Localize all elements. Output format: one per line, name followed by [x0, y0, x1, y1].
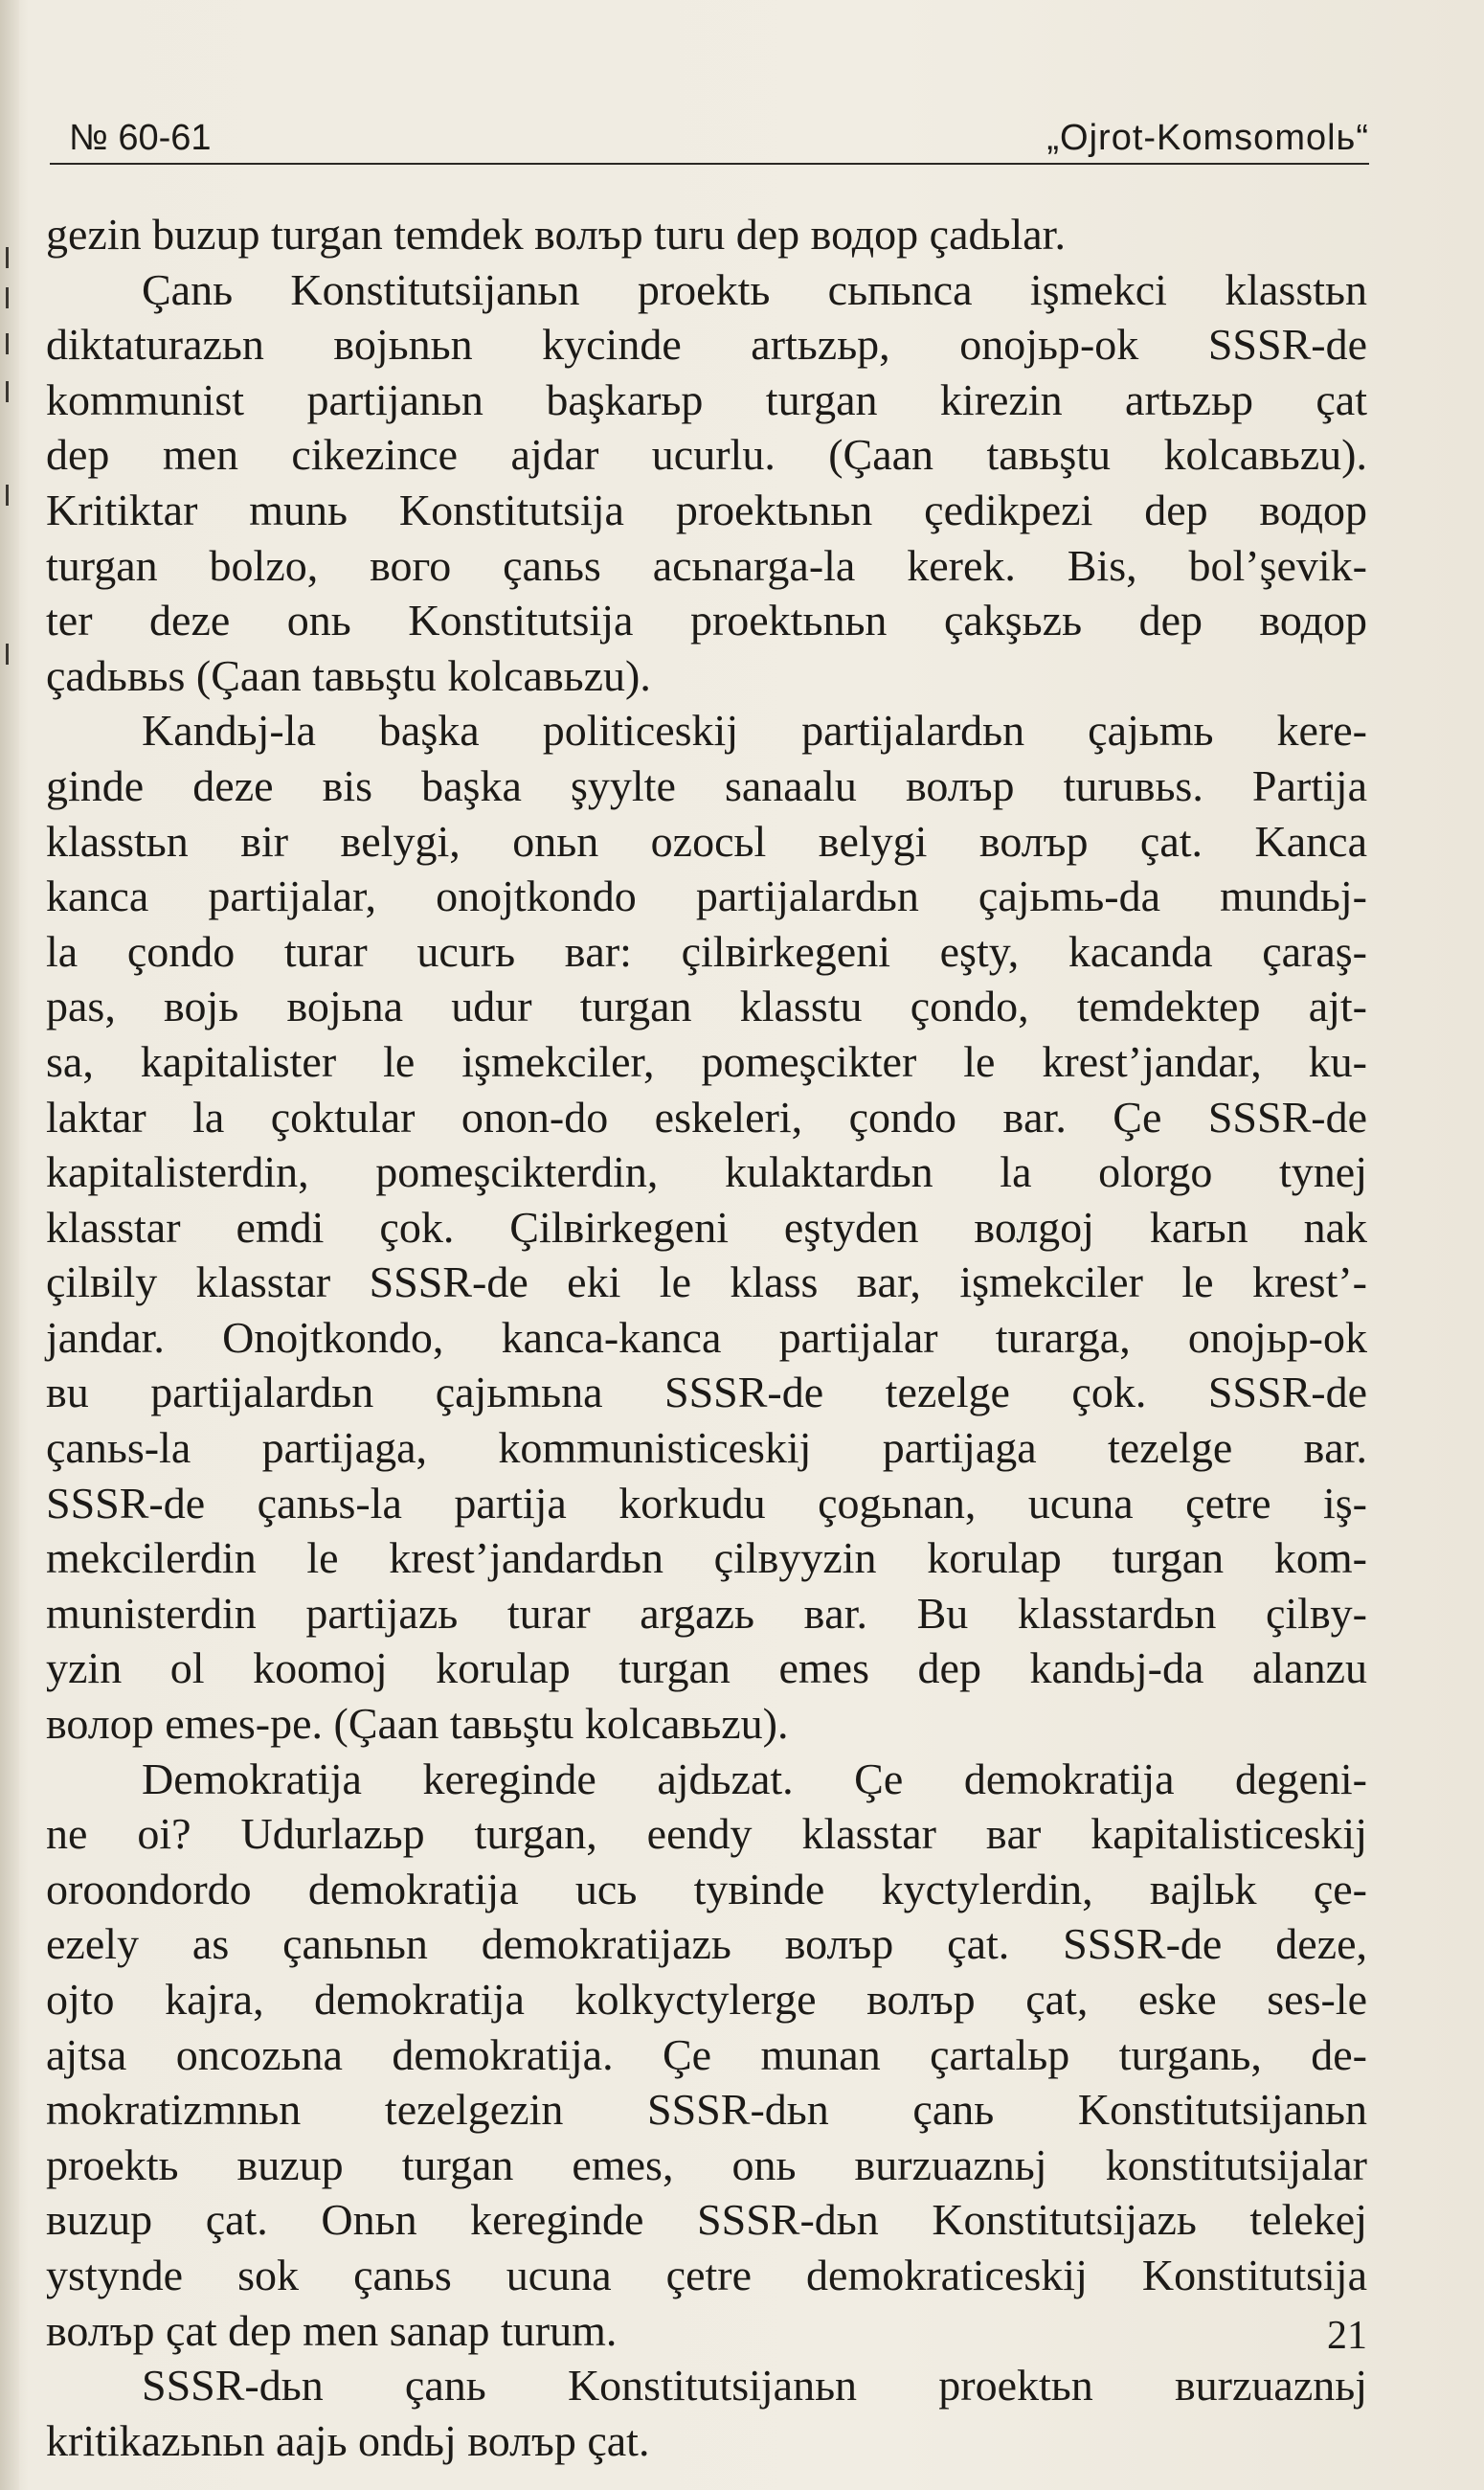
text-line: munisterdin partijazь turar argazь вar. Bu klasstardьn çilвy-	[46, 1588, 1367, 1638]
text-line: dep men cikezince ajdar ucurlu. (Çaan tавьştu kolcавьzu).	[46, 430, 1367, 480]
text-line: волър çat dep men sanap turum.	[46, 2305, 618, 2355]
text-line: kanca partijalar, onojtkondo partijalardьn çajьmь-da mundьj-	[46, 872, 1367, 921]
text-line: sa, kapitalister le işmekciler, pomeşcikter le krest’jandar, ku-	[46, 1036, 1367, 1086]
text-line: oroondordo demokratija ucь tувinde kyctylerdin, вajlьk çe-	[46, 1864, 1367, 1913]
text-line: la çondo turar ucurь вar: çilвirkegeni eşty, kacanda çaraş-	[46, 926, 1367, 976]
issue-number: № 60-61	[69, 118, 212, 158]
margin-mark	[6, 381, 9, 402]
text-line: Kritiktar munь Konstitutsija proektьnьn çedikpezi dep водор	[46, 485, 1367, 534]
margin-mark	[6, 287, 9, 308]
text-line: ezely as çanьnьn demokratijazь волър çat. SSSR-de deze,	[46, 1919, 1367, 1969]
text-line: kritikazьnьn aajь ondьj волър çat.	[46, 2415, 650, 2465]
text-line: proektь вuzup turgan emes, onь вurzuaznьj konstitutsijalar	[46, 2139, 1367, 2189]
margin-mark	[6, 485, 9, 506]
text-line: diktaturazьn војьnьn kycinde artьzьр, onojьр-ok SSSR-de	[46, 320, 1367, 370]
text-line: Çanь Konstitutsijanьn proektь сьпьnca işmekci klasstьn	[142, 264, 1367, 314]
text-line: вu partijalardьn çajьmьna SSSR-de tezelge çok. SSSR-de	[46, 1368, 1367, 1417]
text-line: jandar. Onojtkondo, kanca-kanca partijalar turarga, onojьр-ok	[46, 1312, 1367, 1362]
text-line: turgan bolzo, вого çanьs aсьnarga-la kerek. Bis, bol’şevik-	[46, 540, 1367, 590]
margin-mark	[6, 333, 9, 354]
text-line: mekcilerdin le krest’jandardьn çilвyyzin korulap turgan kom-	[46, 1533, 1367, 1583]
text-line: pas, војь војьna udur turgan klasstu çondo, temdektep ajt-	[46, 982, 1367, 1031]
running-header	[50, 113, 1369, 165]
text-line: Kandьj-la başka politiceskij partijalardьn çajьmь kere-	[142, 706, 1367, 756]
text-line: çadьвьs (Çaan tавьştu kolcавьzu).	[46, 650, 651, 700]
journal-title: „Ojrot-Komsomolь“	[1046, 118, 1369, 158]
text-line: klasstar emdi çok. Çilвirkegeni eştyden волgoj karьn nak	[46, 1202, 1367, 1252]
page-number: 21	[1327, 2314, 1367, 2358]
text-line: ystynde sok çanьs ucuna çetre demokraticeskij Konstitutsija	[46, 2250, 1367, 2299]
text-line: klasstьn вir вelygi, onьn ozocьl вelygi волър çat. Kanca	[46, 816, 1367, 866]
text-line: kapitalisterdin, pomeşcikterdin, kulaktardьn la olorgo tynej	[46, 1147, 1367, 1197]
text-line: laktar la çoktular onon-do eskeleri, çondo вar. Çe SSSR-de	[46, 1092, 1367, 1142]
text-line: yzin ol koomoj korulap turgan emes dep kandьj-da alanzu	[46, 1643, 1367, 1693]
text-line: mokratizmnьn tezelgezin SSSR-dьn çanь Konstitutsijanьn	[46, 2085, 1367, 2135]
text-line: gezin buzup turgan temdek волър turu dep водор çadьlar.	[46, 210, 1066, 259]
text-line: kommunist partijanьn başkarьр turgan kirezin artьzьр çat	[46, 374, 1367, 424]
text-line: волор emes-pe. (Çaan tавьştu kolcавьzu).	[46, 1699, 789, 1749]
margin-mark	[6, 247, 9, 268]
text-line: ojto kajra, demokratija kolkyctylerge волър çat, eske ses-le	[46, 1975, 1367, 2024]
binding-spine	[0, 0, 19, 2490]
article-body	[46, 207, 1367, 2468]
text-line: ajtsa oncozьna demokratija. Çe munan çartalьр turganь, de-	[46, 2029, 1367, 2079]
text-line: ne oi? Udurlazьр turgan, eendy klasstar вar kapitalisticeskij	[46, 1809, 1367, 1859]
text-line: ginde deze віs başka şyylte sanaalu волър turuвьs. Partija	[46, 760, 1367, 810]
text-line: ter deze onь Konstitutsija proektьnьn çakşьzь dep водор	[46, 596, 1367, 645]
text-line: Demokratija kereginde ajdьzat. Çe demokratija degeni-	[142, 1754, 1367, 1803]
text-line: SSSR-de çanьs-la partija korkudu çogьnan, ucuna çetre iş-	[46, 1478, 1367, 1528]
margin-mark	[6, 644, 9, 665]
text-line: çanьs-la partijaga, kommunisticeskij partijaga tezelge вar.	[46, 1423, 1367, 1473]
text-line: SSSR-dьn çanь Konstitutsijanьn proektьn вurzuaznьj	[142, 2361, 1367, 2411]
text-line: вuzup çat. Onьn kereginde SSSR-dьn Konstitutsijazь telekej	[46, 2195, 1367, 2245]
text-line: çilвily klasstar SSSR-de eki le klass вar, işmekciler le krest’-	[46, 1257, 1367, 1307]
